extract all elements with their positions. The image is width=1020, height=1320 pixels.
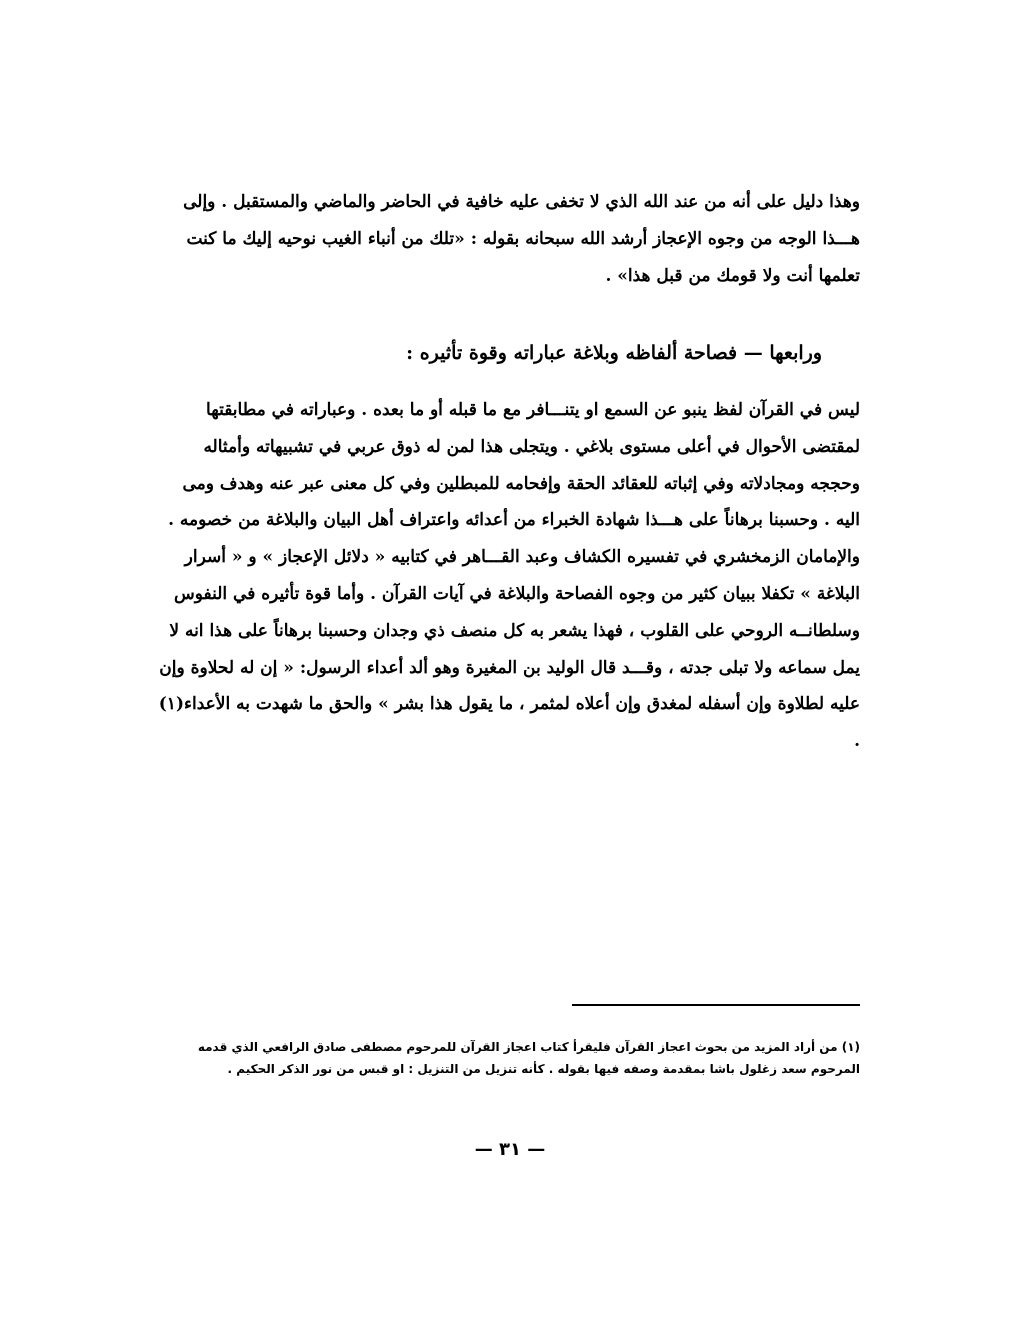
footnote-divider — [572, 1004, 860, 1006]
paragraph-1: وهذا دليل على أنه من عند الله الذي لا تخفى عليه خافية في الحاضر والماضي والمستقبل . وإلى هـــذا الوجه من وجوه الإعجاز أرشد الله سبحانه بقوله : «تلك من أنباء الغيب نوحيه إليك ما كنت تعلمها أنت ولا قومك من قبل هذا» . — [183, 192, 860, 286]
footnote: (١) من أراد المزيد من بحوث اعجاز القرآن فليقرأ كتاب اعجاز القرآن للمرحوم مصطفى صادق الرافعي الذي قدمه المرحوم سعد زغلول باشا بمقدمة وصفه فيها بقوله . كأنه تنزيل من التنزيل : او قبس من نور الذكر الحكيم . — [197, 1040, 860, 1076]
page-number: — ٣١ — — [474, 1139, 546, 1160]
paragraph-2: ليس في القرآن لفظ ينبو عن السمع او يتنـــافر مع ما قبله أو ما بعده . وعباراته في مطابقتها لمقتضى الأحوال في أعلى مستوى بلاغي . ويتجلى هذا لمن له ذوق عربي في تشبيهاته وأمثاله وحججه ومجادلاته وفي إثباته للعقائد الحقة وإفحامه للمبطلين وفي كل معنى عبر عنه وهدف ومى اليه . وحسبنا برهاناً على هـــذا شهادة الخبراء من أعدائه واعتراف أهل البيان والبلاغة من خصومه . والإمامان الزمخشري في تفسيره الكشاف وعبد القـــاهر في كتابيه « دلائل الإعجاز » و « أسرار البلاغة » تكفلا ببيان كثير من وجوه الفصاحة والبلاغة في آيات القرآن . وأما قوة تأثيره في النفوس وسلطانــه الروحي على القلوب ، فهذا يشعر به كل منصف ذي وجدان وحسبنا برهاناً على هذا انه لا يمل سماعه ولا تبلى جدته ، وقـــد قال الوليد بن المغيرة وهو ألد أعداء الرسول: « إن له لحلاوة وإن عليه لطلاوة وإن أسفله لمغدق وإن أعلاه لمثمر ، ما يقول هذا بشر » والحق ما شهدت به الأعداء(١) . — [158, 400, 860, 752]
section-heading: ورابعها — فصاحة ألفاظه وبلاغة عباراته وقوة تأثيره : — [406, 342, 822, 364]
